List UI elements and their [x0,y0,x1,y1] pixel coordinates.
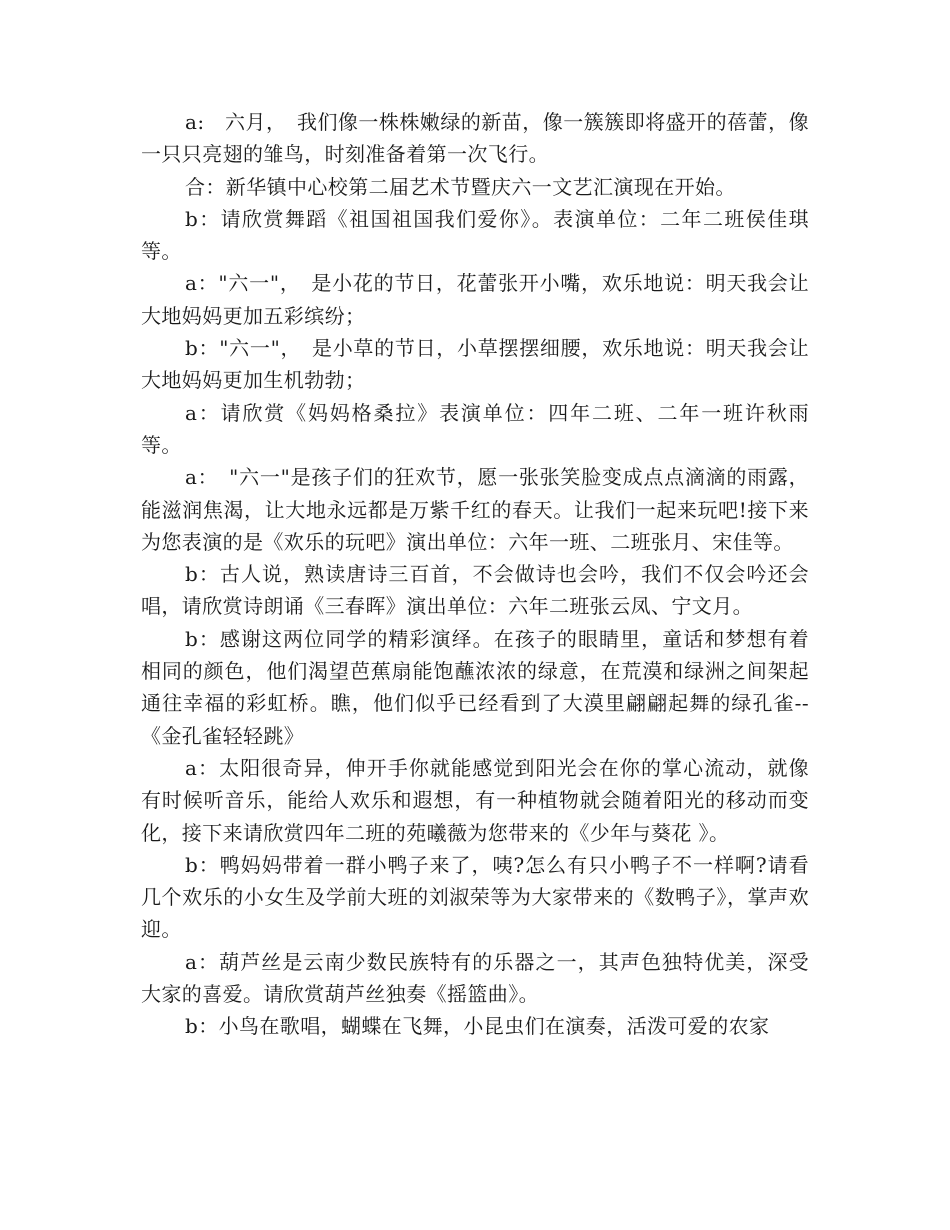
paragraph: a: 六月， 我们像一株株嫩绿的新苗，像一簇簇即将盛开的蓓蕾，像一只只亮翅的雏鸟，时刻准备着第一次飞行。 [141,110,809,167]
paragraph: b：请欣赏舞蹈《祖国祖国我们爱你》。表演单位：二年二班侯佳琪等。 [141,206,809,264]
paragraph: a：请欣赏《妈妈格桑拉》表演单位：四年二班、二年一班许秋雨等。 [141,400,809,457]
paragraph: a：太阳很奇异，伸开手你就能感觉到阳光会在你的掌心流动，就像有时候听音乐，能给人欢乐和遐想，有一种植物就会随着阳光的移动而变化，接下来请欣赏四年二班的苑曦薇为您带来的《少年与葵花 》。 [141,755,809,845]
paragraph: b：感谢这两位同学的精彩演绎。在孩子的眼睛里，童话和梦想有着相同的颜色，他们渴望芭蕉扇能饱蘸浓浓的绿意，在荒漠和绿洲之间架起通往幸福的彩虹桥。瞧，他们似乎已经看到了大漠里翩翩起舞的绿孔雀--《金孔雀轻轻跳》 [141,626,809,748]
paragraph: a： "六一"是孩子们的狂欢节，愿一张张笑脸变成点点滴滴的雨露，能滋润焦渴，让大地永远都是万紫千红的春天。让我们一起来玩吧!接下来为您表演的是《欢乐的玩吧》演出单位：六年一班、二班张月、宋佳等。 [141,465,809,554]
paragraph: a：葫芦丝是云南少数民族特有的乐器之一，其声色独特优美，深受大家的喜爱。请欣赏葫芦丝独奏《摇篮曲》。 [141,949,809,1007]
paragraph: b：小鸟在歌唱，蝴蝶在飞舞，小昆虫们在演奏，活泼可爱的农家 [185,1014,770,1039]
paragraph: b：古人说，熟读唐诗三百首，不会做诗也会吟，我们不仅会吟还会唱，请欣赏诗朗诵《三春晖》演出单位：六年二班张云凤、宁文月。 [141,562,809,619]
paragraph: b：鸭妈妈带着一群小鸭子来了，咦?怎么有只小鸭子不一样啊?请看几个欢乐的小女生及学前大班的刘淑荣等为大家带来的《数鸭子》，掌声欢迎。 [141,852,809,942]
document-body [141,106,809,1043]
paragraph: 合：新华镇中心校第二届艺术节暨庆六一文艺汇演现在开始。 [185,174,736,199]
paragraph: b："六一"， 是小草的节日，小草摆摆细腰，欢乐地说：明天我会让大地妈妈更加生机勃勃； [141,336,809,393]
paragraph: a："六一"， 是小花的节日，花蕾张开小嘴，欢乐地说：明天我会让大地妈妈更加五彩缤纷； [141,271,809,328]
